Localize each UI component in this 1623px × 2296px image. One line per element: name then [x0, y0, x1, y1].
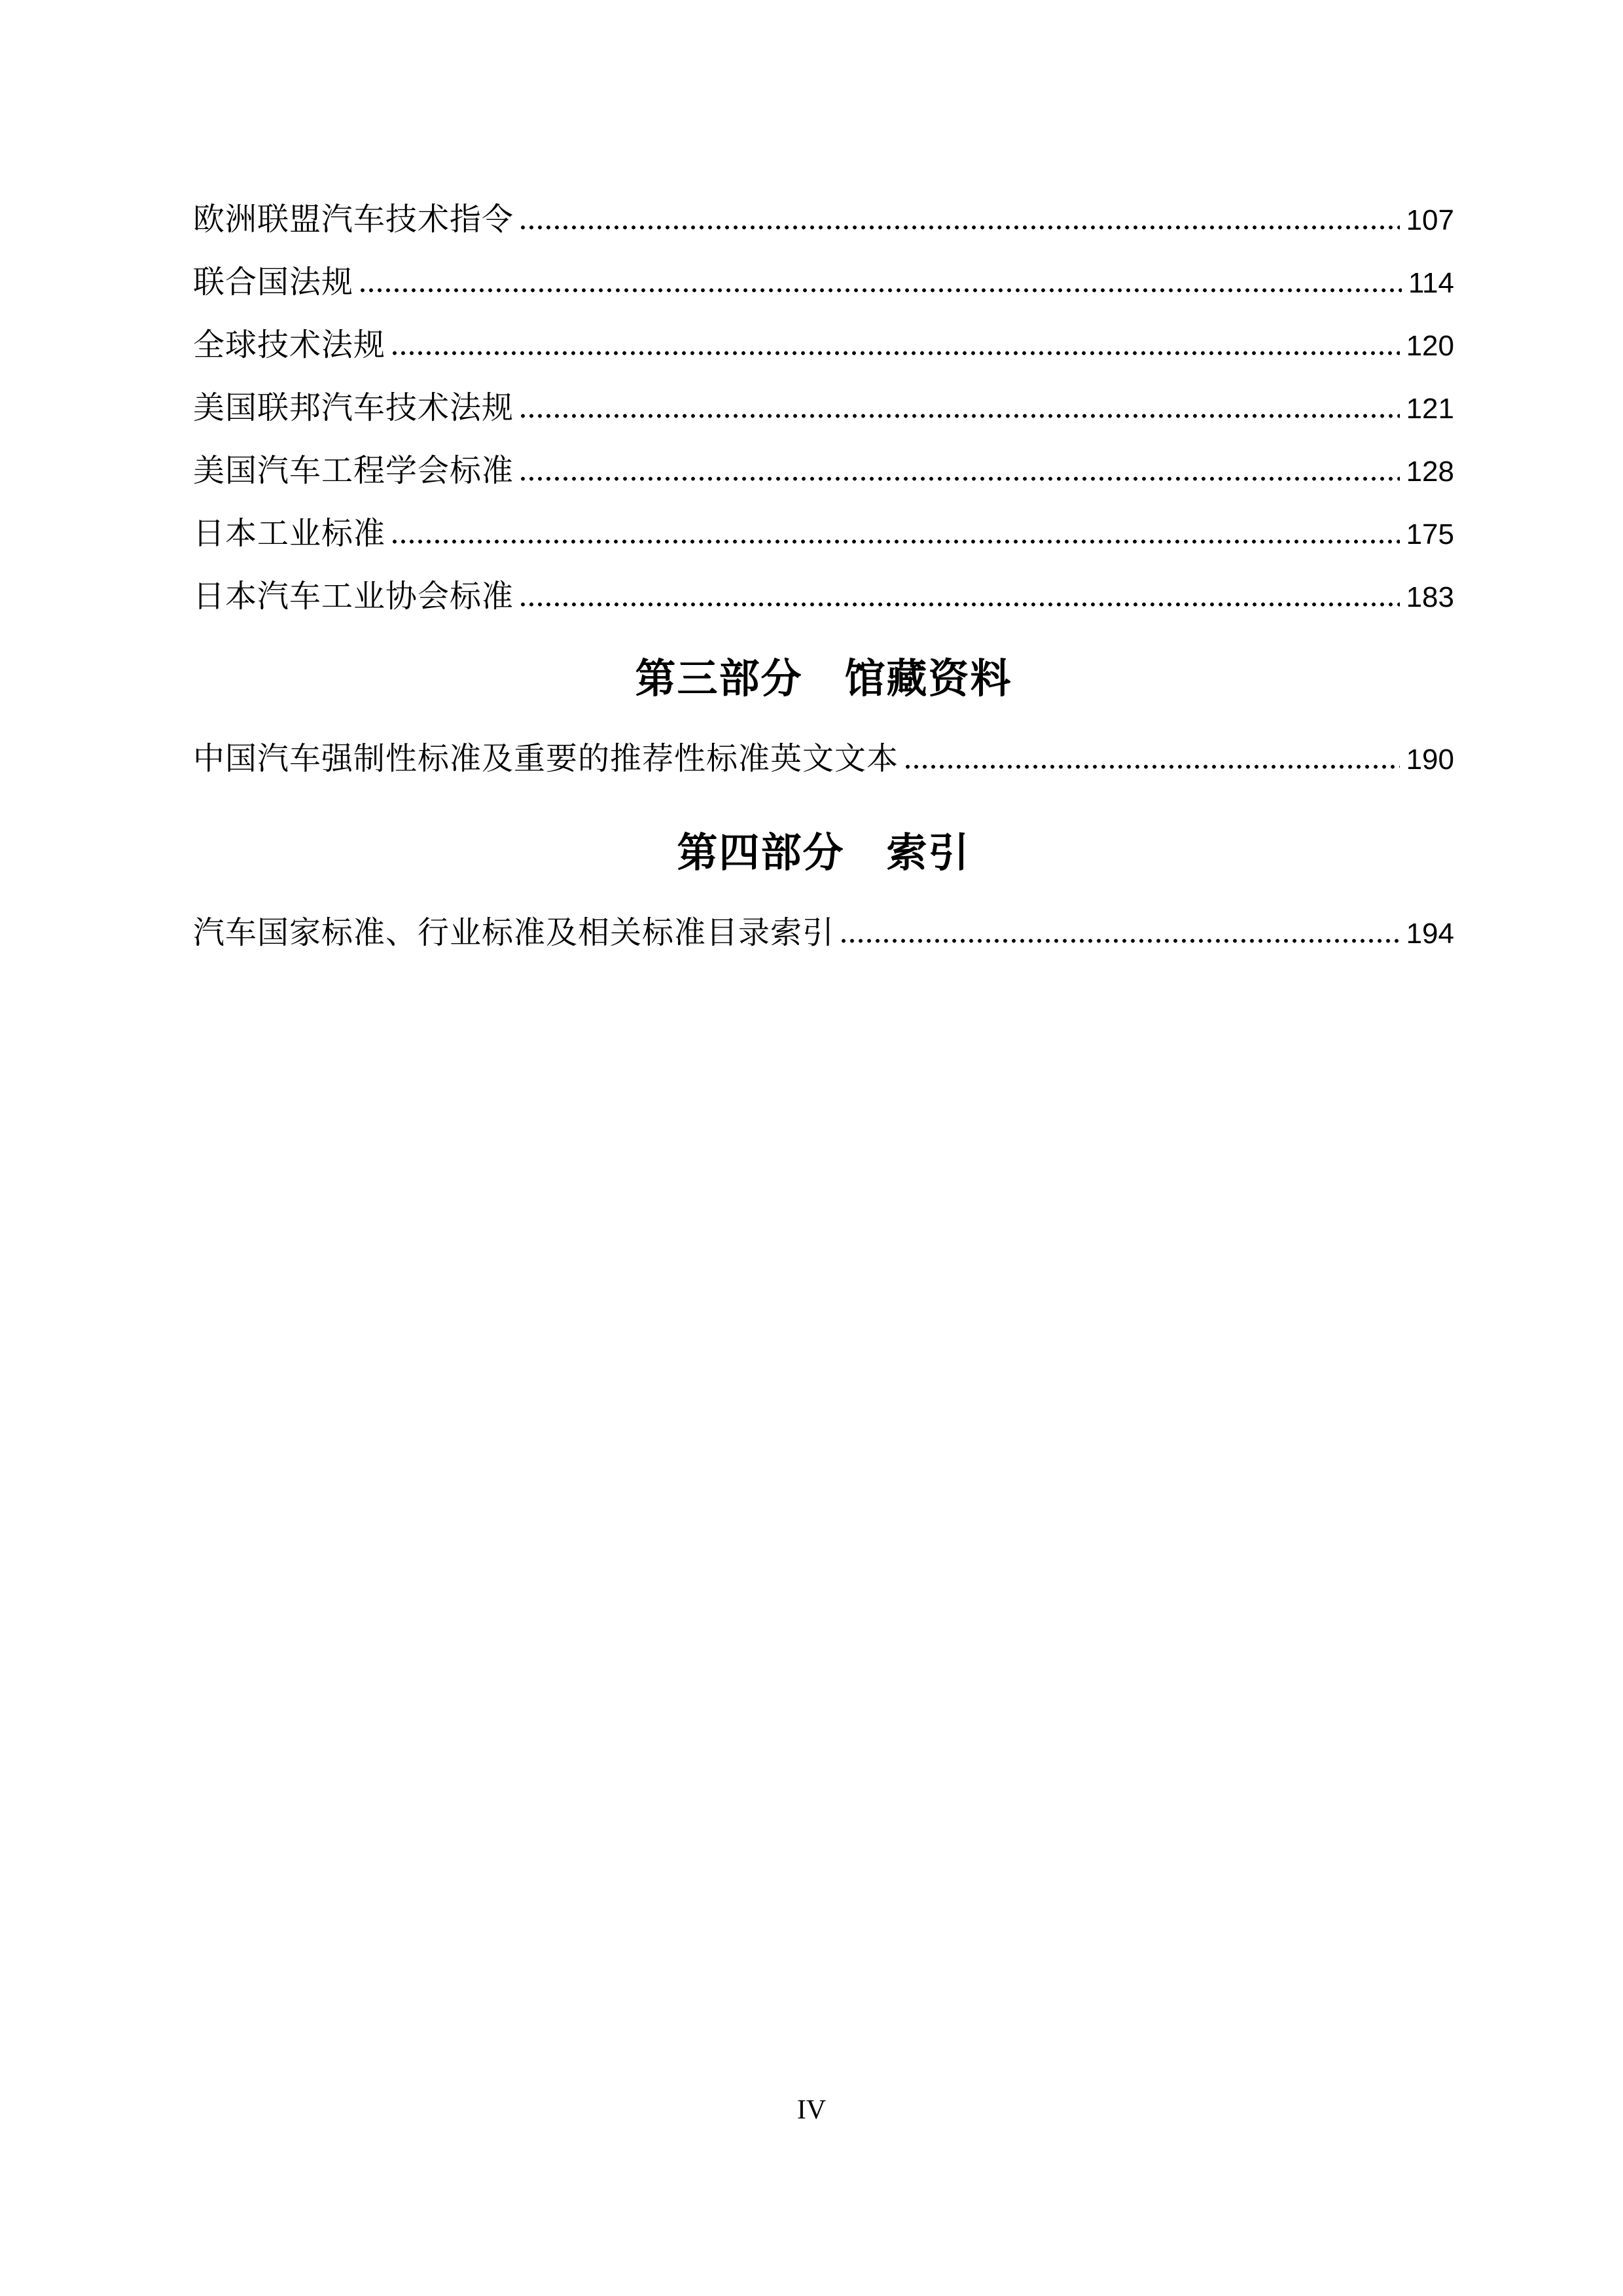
toc-entry — [193, 314, 1454, 377]
toc-entry — [193, 565, 1454, 628]
toc-entry-title: 联合国法规 — [193, 265, 354, 300]
toc-entry-page-number: 183 — [1406, 581, 1454, 613]
toc-entry-page-number: 190 — [1406, 744, 1454, 776]
toc-entry — [193, 377, 1454, 440]
toc-entry-page-number: 194 — [1406, 918, 1454, 950]
toc-entry-page-number: 114 — [1408, 267, 1454, 299]
toc-entry-title: 日本汽车工业协会标准 — [193, 579, 514, 614]
toc-entry-title: 美国汽车工程学会标准 — [193, 454, 514, 488]
toc-entry — [193, 440, 1454, 503]
toc-entry-title: 欧洲联盟汽车技术指令 — [193, 202, 514, 237]
toc-entry-page-number: 107 — [1406, 204, 1454, 236]
toc-entry-page-number: 175 — [1406, 518, 1454, 550]
toc-entry-title: 日本工业标准 — [193, 516, 386, 551]
dot-leader — [519, 225, 1400, 230]
dot-leader — [359, 288, 1402, 293]
dot-leader — [840, 939, 1400, 943]
toc-entry-title: 中国汽车强制性标准及重要的推荐性标准英文文本 — [193, 742, 899, 776]
part3-section-heading: 第三部分 馆藏资料 — [635, 657, 1012, 702]
toc-entry-page-number: 120 — [1406, 330, 1454, 362]
toc-entry-title: 美国联邦汽车技术法规 — [193, 391, 514, 425]
toc-entry-title: 汽车国家标准、行业标准及相关标准目录索引 — [193, 916, 835, 950]
toc-entry — [193, 188, 1454, 251]
dot-leader — [519, 476, 1400, 481]
page-number-footer: IV — [796, 2095, 827, 2125]
dot-leader — [519, 602, 1400, 607]
toc-entry — [193, 902, 1454, 965]
dot-leader — [391, 351, 1400, 355]
toc-entry — [193, 503, 1454, 565]
toc-entry-page-number: 121 — [1406, 393, 1454, 425]
dot-leader — [391, 539, 1400, 544]
part4-section-heading: 第四部分 索引 — [677, 831, 971, 876]
toc-entry-page-number: 128 — [1406, 456, 1454, 488]
dot-leader — [519, 414, 1400, 418]
dot-leader — [904, 764, 1400, 769]
table-of-contents — [193, 188, 1454, 965]
toc-entry-title: 全球技术法规 — [193, 328, 386, 363]
toc-entry — [193, 728, 1454, 791]
toc-entry — [193, 251, 1454, 314]
